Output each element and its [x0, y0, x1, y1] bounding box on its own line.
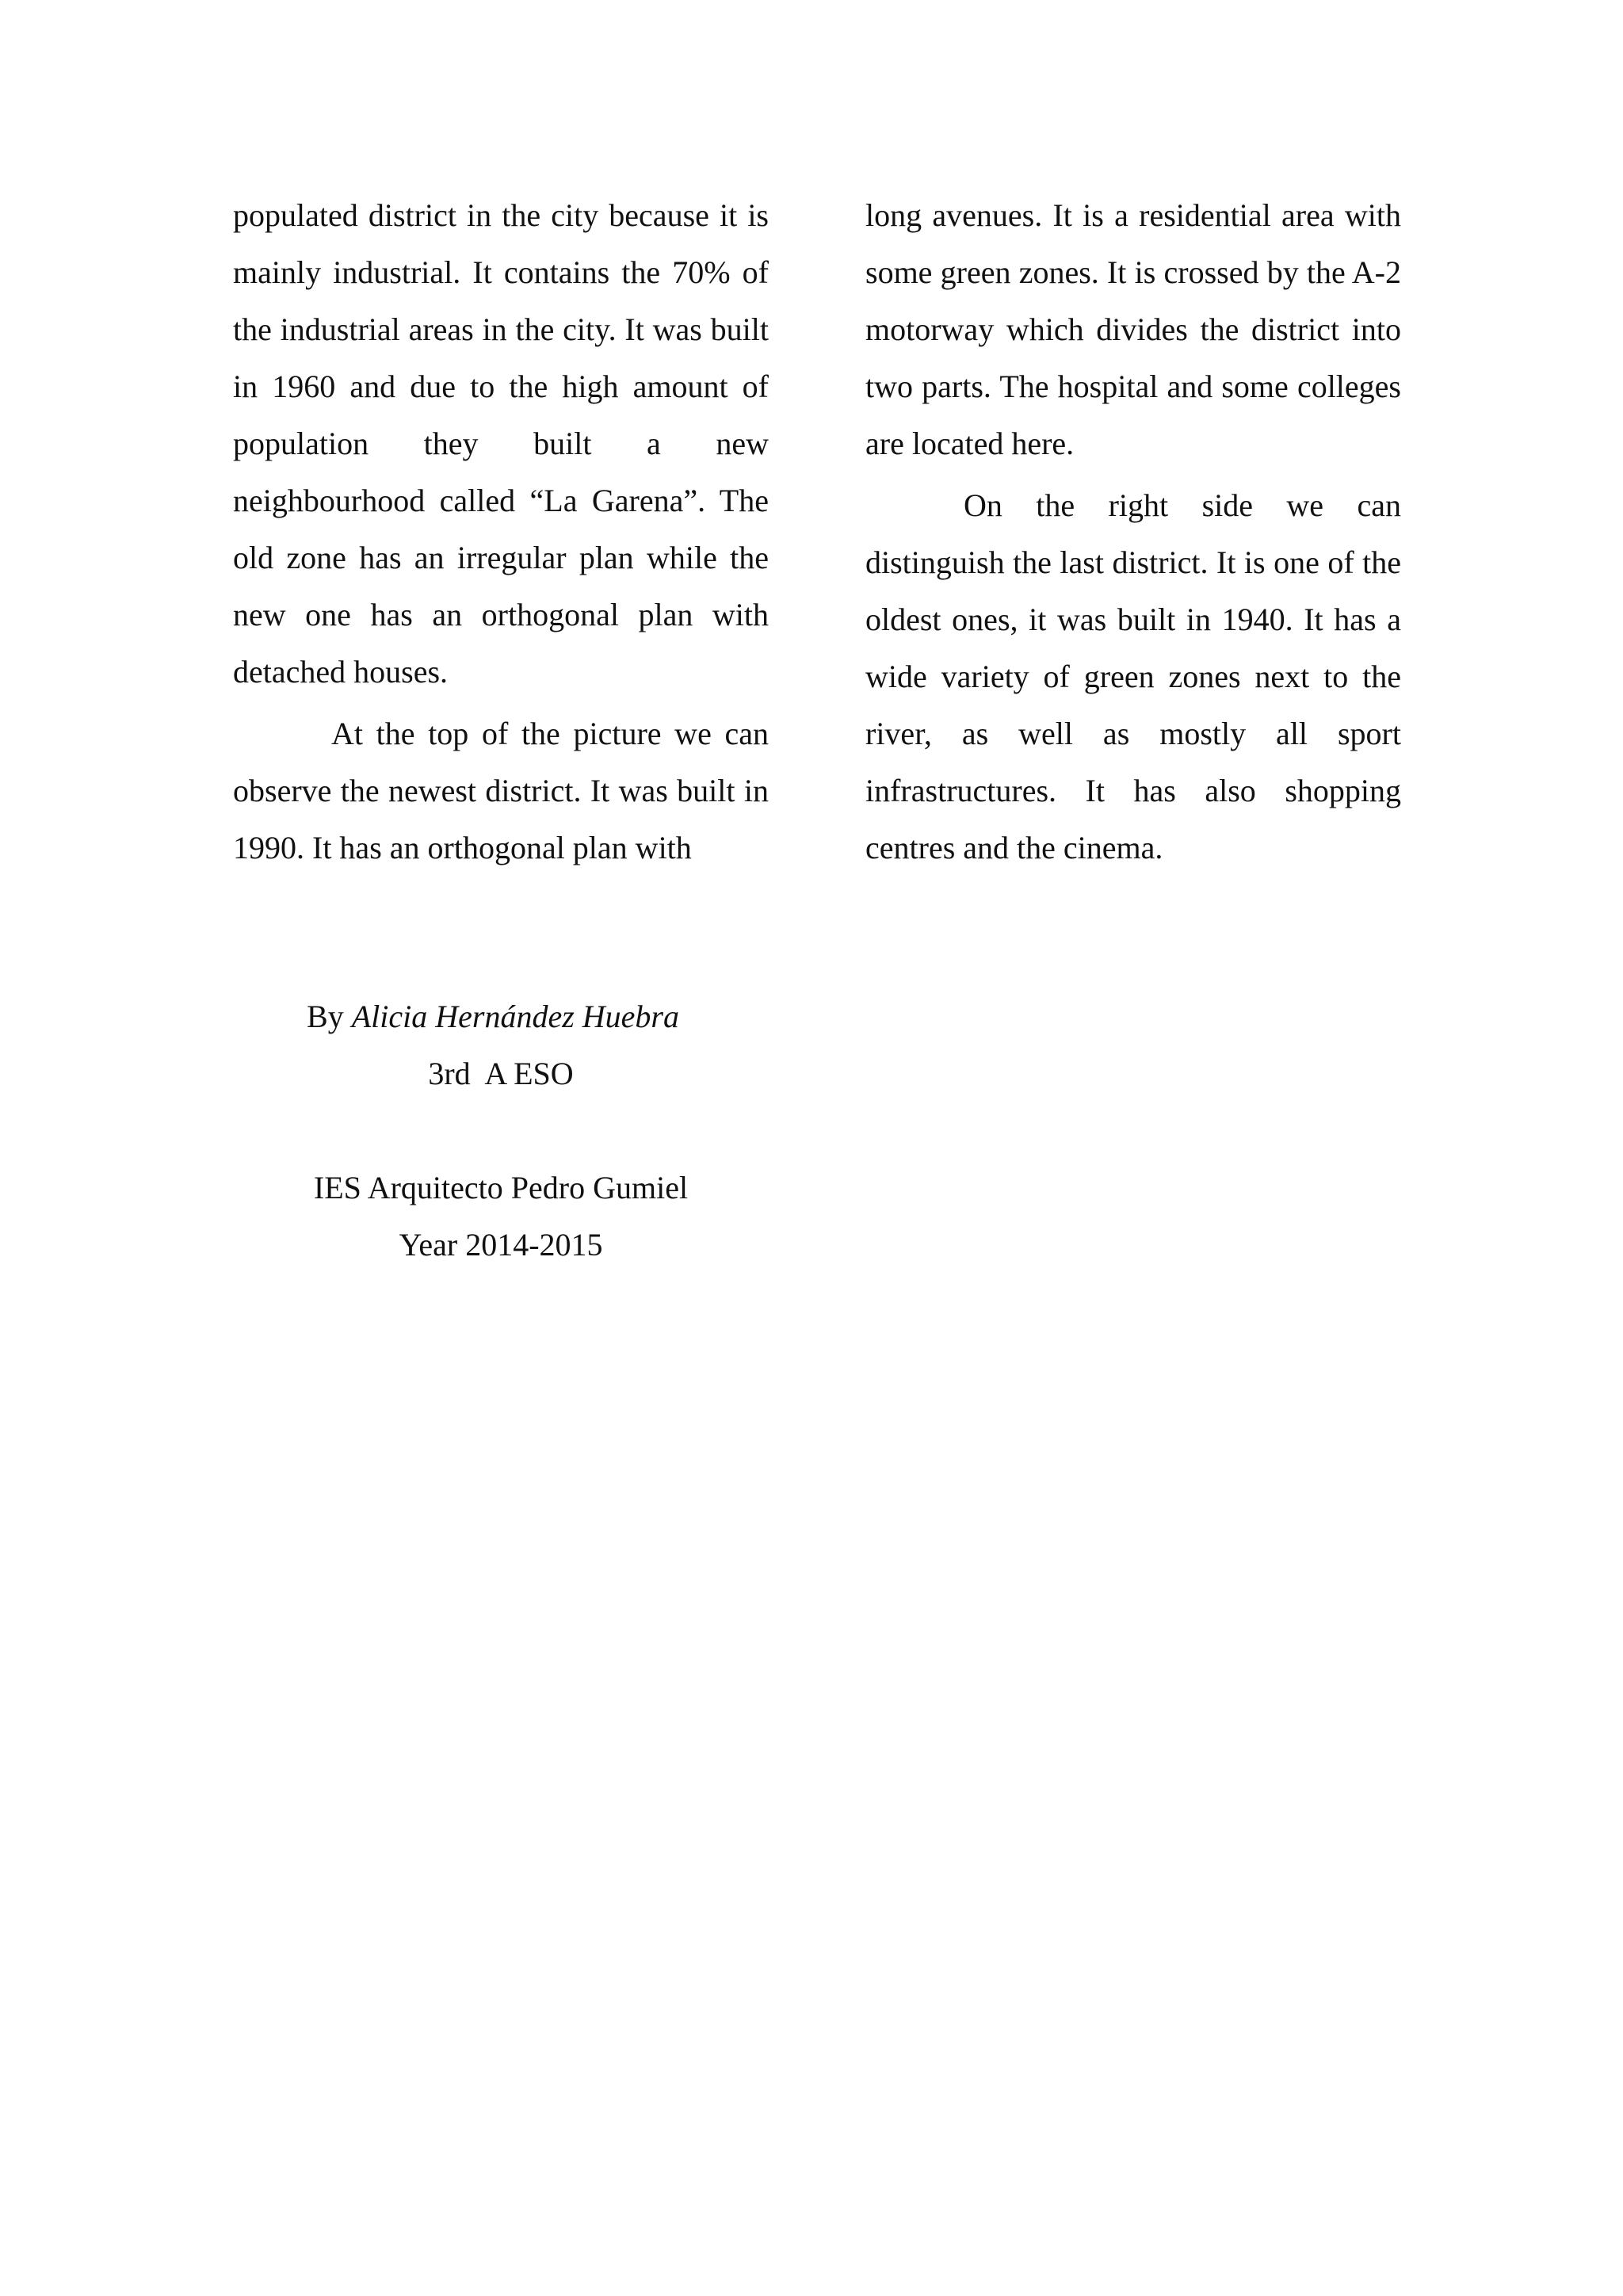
class-line: 3rd A ESO [428, 1056, 574, 1091]
left-paragraph-1: populated district in the city because it is mainly industrial. It contains the 70% of the industrial areas in the city. It was built in 1960 and due to the high amount of population they built a new neighbourhood called “La Garena”. The old zone has an irregular plan while the new one has an orthogonal plan with detached houses. [233, 197, 769, 690]
left-paragraph-2: At the top of the picture we can observe the newest district. It was built in 1990. It has an orthogonal plan with [233, 716, 769, 865]
right-text-column [865, 187, 1401, 881]
year-line: Year 2014-2015 [399, 1227, 603, 1263]
left-text-column [233, 187, 769, 881]
right-paragraph-2: On the right side we can distinguish the last district. It is one of the oldest ones, it was built in 1940. It has a wide variety of green zones next to the river, as well as mostly all sport infrastructures. It has also shopping centres and the cinema. [865, 487, 1401, 865]
author-name: Alicia Hernández Huebra [351, 999, 679, 1034]
signature-block [233, 988, 769, 1274]
right-paragraph-1: long avenues. It is a residential area with some green zones. It is crossed by the A-2 motorway which divides the district into two parts. The hospital and some colleges are located here. [865, 197, 1401, 461]
school-line: IES Arquitecto Pedro Gumiel [313, 1170, 689, 1205]
signature-spacer [233, 1102, 769, 1159]
author-line [225, 988, 761, 1045]
by-label: By [307, 999, 344, 1034]
